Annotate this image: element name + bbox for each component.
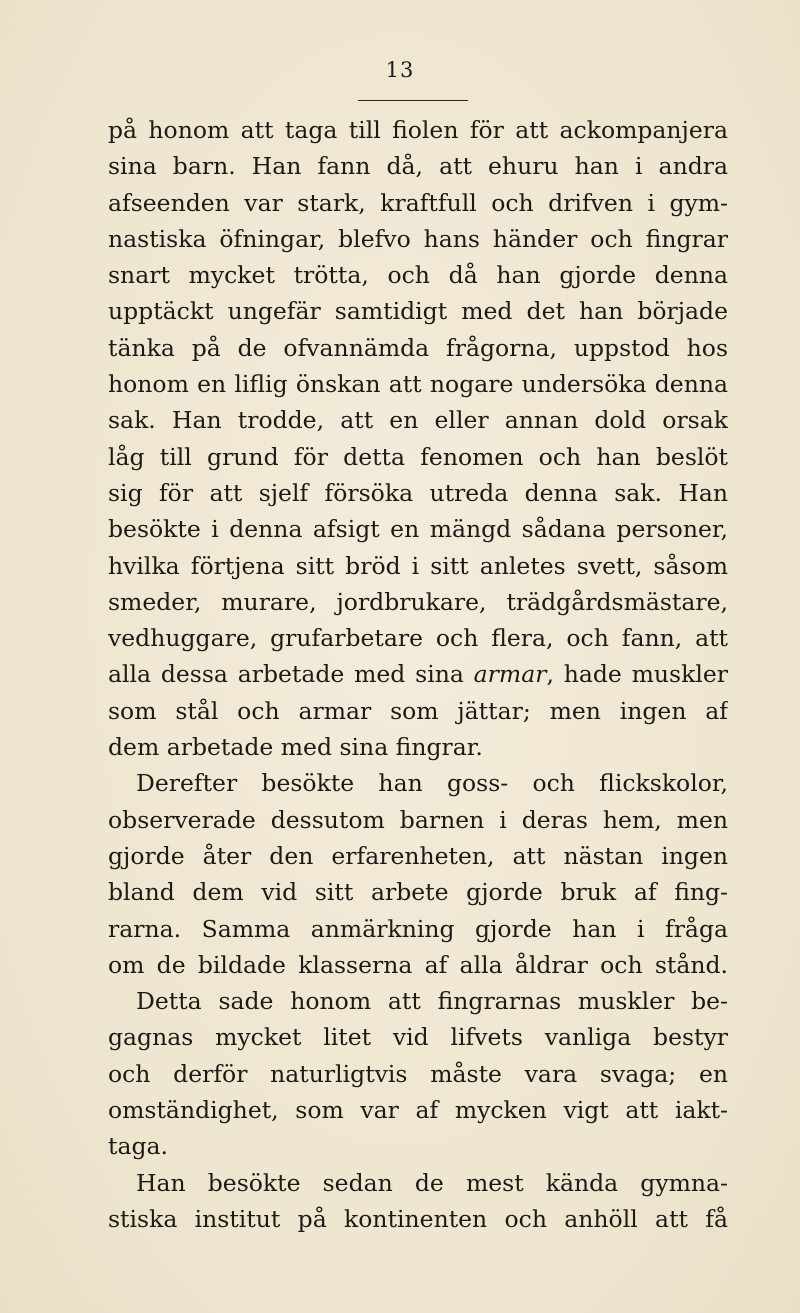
text-line: besökte i denna afsigt en mängd sådana personer, bbox=[108, 515, 728, 544]
text-line: hvilka förtjena sitt bröd i sitt anletes svett, såsom bbox=[108, 551, 728, 580]
text-line: bland dem vid sitt arbete gjorde bruk af fing- bbox=[108, 878, 728, 907]
text-segment: , hade muskler bbox=[546, 660, 728, 689]
text-line: afseenden var stark, kraftfull och drifven i gym- bbox=[108, 188, 728, 217]
text-line: taga. bbox=[108, 1132, 168, 1161]
page-number: 13 bbox=[385, 58, 415, 82]
text-line-with-emphasis bbox=[108, 656, 728, 692]
text-line: sig för att sjelf försöka utreda denna sak. Han bbox=[108, 478, 728, 507]
text-line: rarna. Samma anmärkning gjorde han i fråga bbox=[108, 914, 728, 943]
paragraph-first-line: Detta sade honom att fingrarnas muskler be- bbox=[136, 987, 728, 1016]
body-text bbox=[108, 112, 728, 1237]
text-line: sina barn. Han fann då, att ehuru han i andra bbox=[108, 152, 728, 181]
text-line: upptäckt ungefär samtidigt med det han började bbox=[108, 297, 728, 326]
text-line: sak. Han trodde, att en eller annan dold orsak bbox=[108, 406, 728, 435]
text-line: nastiska öfningar, blefvo hans händer och fingrar bbox=[108, 224, 728, 253]
text-line: stiska institut på kontinenten och anhöll att få bbox=[108, 1204, 728, 1233]
paragraph-first-line: Derefter besökte han goss- och flickskolor, bbox=[136, 769, 728, 798]
text-line: tänka på de ofvannämda frågorna, uppstod hos bbox=[108, 333, 728, 362]
text-line: gjorde åter den erfarenheten, att nästan ingen bbox=[108, 841, 728, 870]
paragraph-first-line: Han besökte sedan de mest kända gymna- bbox=[136, 1168, 728, 1197]
text-line: omständighet, som var af mycken vigt att iakt- bbox=[108, 1096, 728, 1125]
text-line: snart mycket trötta, och då han gjorde denna bbox=[108, 261, 728, 290]
text-line: som stål och armar som jättar; men ingen af bbox=[108, 696, 728, 725]
text-line: dem arbetade med sina fingrar. bbox=[108, 733, 483, 762]
text-line: observerade dessutom barnen i deras hem, men bbox=[108, 805, 728, 834]
text-line: på honom att taga till fiolen för att ackompanjera bbox=[108, 116, 728, 144]
text-line: om de bildade klasserna af alla åldrar och stånd. bbox=[108, 950, 728, 979]
text-line: honom en liflig önskan att nogare undersöka denna bbox=[108, 370, 728, 399]
text-line: smeder, murare, jordbrukare, trädgårdsmästare, bbox=[108, 587, 728, 616]
text-line: låg till grund för detta fenomen och han beslöt bbox=[108, 442, 728, 471]
text-line: och derför naturligtvis måste vara svaga; en bbox=[108, 1059, 728, 1088]
text-line: gagnas mycket litet vid lifvets vanliga bestyr bbox=[108, 1023, 728, 1052]
text-line: vedhuggare, grufarbetare och flera, och fann, att bbox=[108, 624, 728, 653]
page-number-rule bbox=[358, 100, 468, 101]
text-segment: alla dessa arbetade med sina bbox=[108, 660, 474, 689]
emphasized-word: armar bbox=[473, 660, 547, 689]
